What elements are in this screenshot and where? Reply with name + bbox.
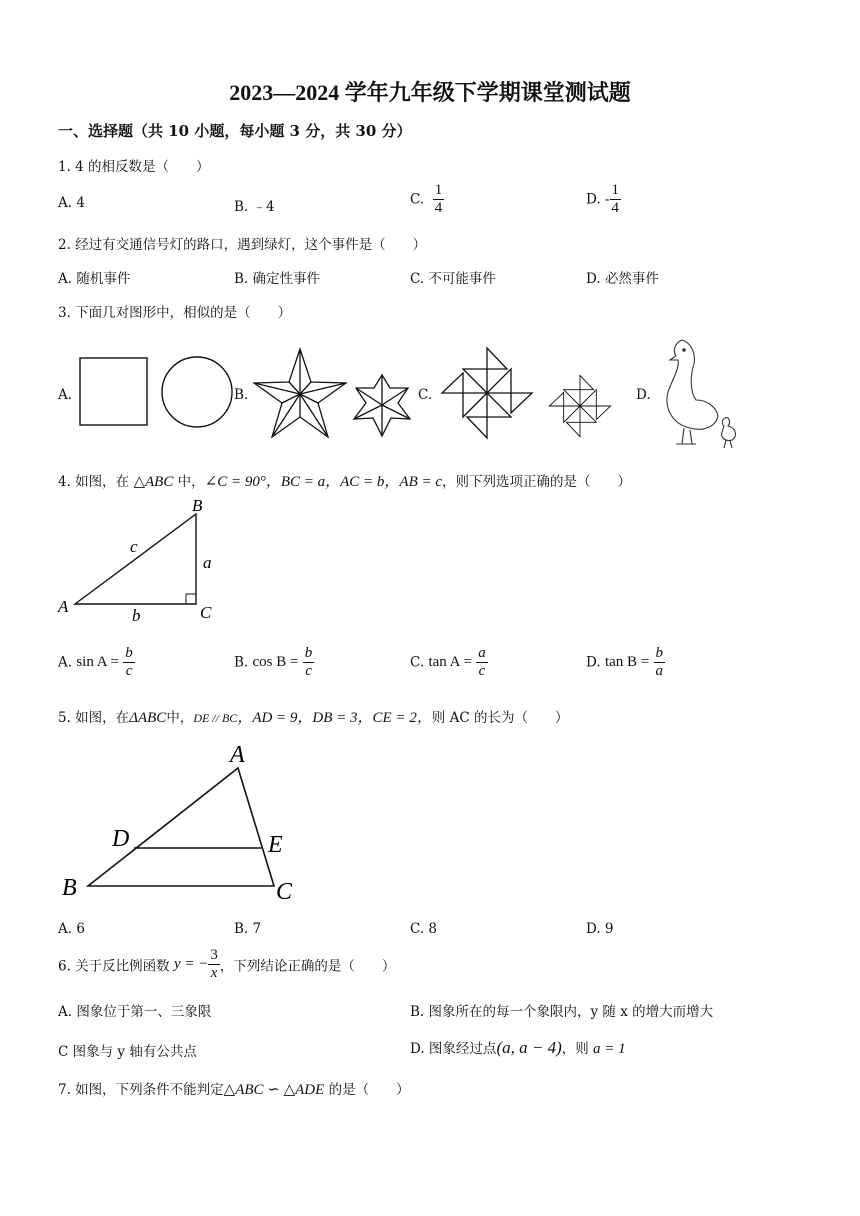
q4-option-d: D. tan B = $\frac{b}{a}$ [586,645,664,679]
fraction: $\frac{1}{4}$ [611,182,619,216]
page-title: 2023—2024 学年九年级下学期课堂测试题 [229,80,631,105]
q5-triangle-figure [56,738,316,908]
vertex-b-label: B [192,496,203,515]
big-star-shape [254,349,346,437]
q4-option-b: B. cos B = $\frac{b}{c}$ [234,645,313,679]
vertex-a-label: A [58,597,69,616]
q3-option-b-label: B. [234,387,249,403]
duck-drawing [667,340,735,448]
q6-option-d: D. 图象经过点(a, a − 4)，则 a = 1 [410,1038,626,1057]
vertex-c-label: C [200,603,212,622]
q1-option-c: C. $\frac{1}{4}$ [410,182,443,216]
q1-option-a: A. 4 [58,195,85,211]
q5-option-b: B. 7 [234,921,262,937]
q5-option-c: C. 8 [410,921,438,937]
section-heading: 一、选择题（共 10 小题，每小题 3 分，共 30 分） [58,122,412,140]
q2-option-a: A. 随机事件 [58,271,131,287]
q4-option-c: C. tan A = $\frac{a}{c}$ [410,645,486,679]
fraction: $\frac{1}{4}$ [434,182,443,216]
circle-shape [162,357,232,427]
q2-option-d: D. 必然事件 [586,271,659,287]
q1-option-d: D. - $\frac{1}{4}$ [586,182,619,216]
point-d-label: D [112,826,130,852]
side-a-label: a [203,553,212,572]
q2-option-c: C. 不可能事件 [410,271,496,287]
question-1-stem: 1. 4 的相反数是（ ） [58,159,210,175]
point-e-label: E [268,832,283,858]
large-pinwheel-shape [442,348,532,438]
question-3-stem: 3. 下面几对图形中，相似的是（ ） [58,305,292,321]
q3-option-d-label: D. [636,387,651,403]
q6-option-b: B. 图象所在的每一个象限内，y 随 x 的增大而增大 [410,1004,714,1020]
question-2-stem: 2. 经过有交通信号灯的路口，遇到绿灯，这个事件是（ ） [58,237,427,253]
q3-figures [0,330,860,460]
q6-option-c: C 图象与 y 轴有公共点 [58,1044,197,1060]
question-7-stem: 7. 如图，下列条件不能判定△ABC ∽ △ADE 的是（ ） [58,1082,410,1098]
question-6-stem: 6. 关于反比例函数 y = − $\frac{3}{x}$ ，下列结论正确的是（ ） [58,947,396,981]
q3-option-a-label: A. [58,387,73,403]
q4-triangle-figure [50,494,240,626]
q1-option-b: B. ﹣4 [234,199,275,215]
q3-option-c-label: C. [418,387,433,403]
q4-option-a: A. sin A = $\frac{b}{c}$ [58,645,133,679]
small-pinwheel-shape [549,375,610,436]
side-b-label: b [132,606,141,625]
side-c-label: c [130,537,138,556]
vertex-b-label: B [62,875,77,901]
question-4-stem: 4. 如图，在 △ABC 中，∠C = 90°，BC = a，AC = b，AB = c，则下列选项正确的是（ ） [58,474,632,490]
q6-option-a: A. 图象位于第一、三象限 [58,1004,212,1020]
q5-option-d: D. 9 [586,921,614,937]
square-shape [80,358,147,425]
q5-option-a: A. 6 [58,921,85,937]
q2-option-b: B. 确定性事件 [234,271,321,287]
vertex-a-label: A [230,742,245,768]
question-5-stem: 5. 如图，在ΔABC中，DE // BC，AD = 9，DB = 3，CE = 2，则 AC 的长为（ ） [58,710,569,726]
small-star-shape [354,375,410,436]
vertex-c-label: C [276,879,293,905]
